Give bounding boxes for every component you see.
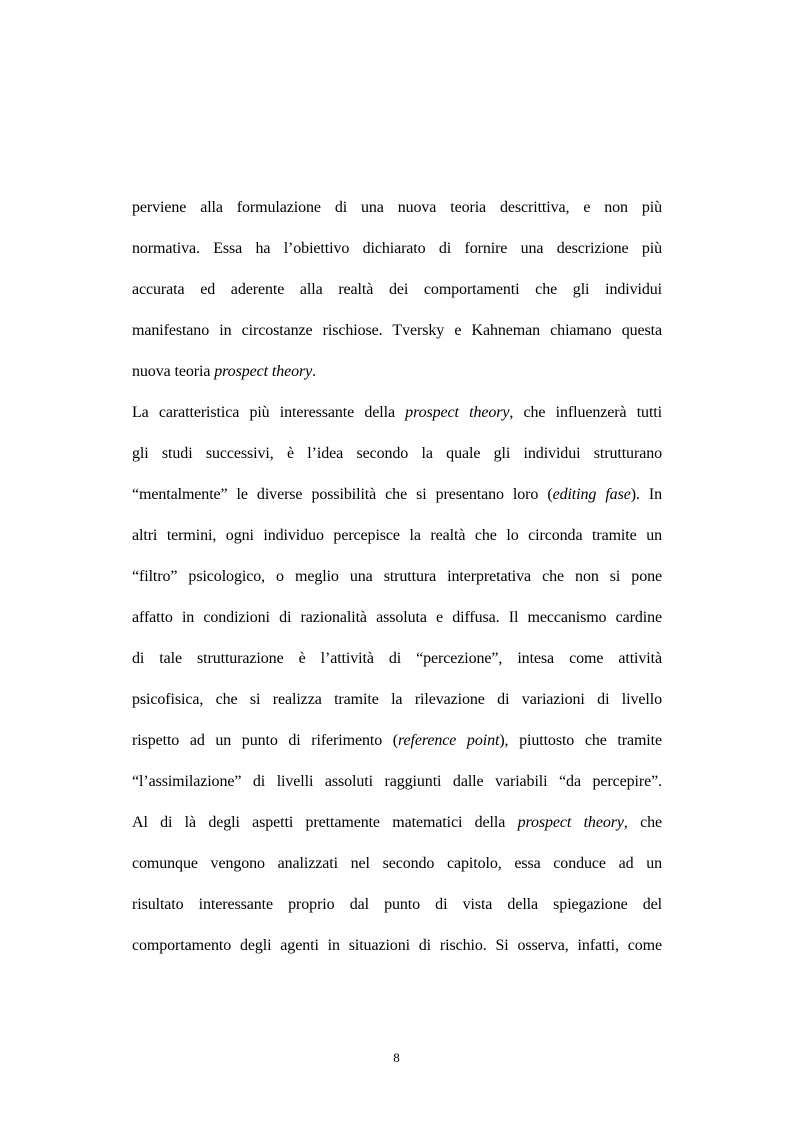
italic-term: prospect theory (517, 814, 624, 831)
text-line: gli studi successivi, è l’idea secondo la quale gli individui strutturano (132, 445, 662, 462)
text-line: di tale strutturazione è l’attività di “percezione”, intesa come attività (132, 650, 662, 667)
text-line: comunque vengono analizzati nel secondo capitolo, essa conduce ad un (132, 855, 662, 872)
text-line: La caratteristica più interessante della prospect theory, che influenzerà tutti (132, 404, 662, 421)
body-text (132, 187, 662, 966)
text-line: “l’assimilazione” di livelli assoluti raggiunti dalle variabili “da percepire”. (132, 773, 662, 790)
italic-term: editing fase (552, 486, 631, 503)
text-line: perviene alla formulazione di una nuova teoria descrittiva, e non più (132, 199, 662, 216)
text-line: “mentalmente” le diverse possibilità che si presentano loro (editing fase). In (132, 486, 662, 503)
page-number: 8 (393, 1050, 400, 1065)
text-line: psicofisica, che si realizza tramite la rilevazione di variazioni di livello (132, 691, 662, 708)
text-line: altri termini, ogni individuo percepisce la realtà che lo circonda tramite un (132, 527, 662, 544)
italic-term: prospect theory (405, 404, 510, 421)
italic-term: prospect theory (214, 363, 313, 380)
text-line: comportamento degli agenti in situazioni di rischio. Si osserva, infatti, come (132, 937, 662, 954)
text-line: normativa. Essa ha l’obiettivo dichiarato di fornire una descrizione più (132, 240, 662, 257)
italic-term: reference point (397, 732, 500, 749)
text-line: nuova teoria prospect theory. (132, 363, 317, 380)
text-line: manifestano in circostanze rischiose. Tversky e Kahneman chiamano questa (132, 322, 662, 339)
text-line: affatto in condizioni di razionalità assoluta e diffusa. Il meccanismo cardine (132, 609, 662, 626)
text-line: risultato interessante proprio dal punto di vista della spiegazione del (132, 896, 662, 913)
text-line: rispetto ad un punto di riferimento (reference point), piuttosto che tramite (132, 732, 662, 749)
text-line: accurata ed aderente alla realtà dei comportamenti che gli individui (132, 281, 662, 298)
text-line: Al di là degli aspetti prettamente matematici della prospect theory, che (132, 814, 662, 831)
text-line: “filtro” psicologico, o meglio una struttura interpretativa che non si pone (132, 568, 662, 585)
